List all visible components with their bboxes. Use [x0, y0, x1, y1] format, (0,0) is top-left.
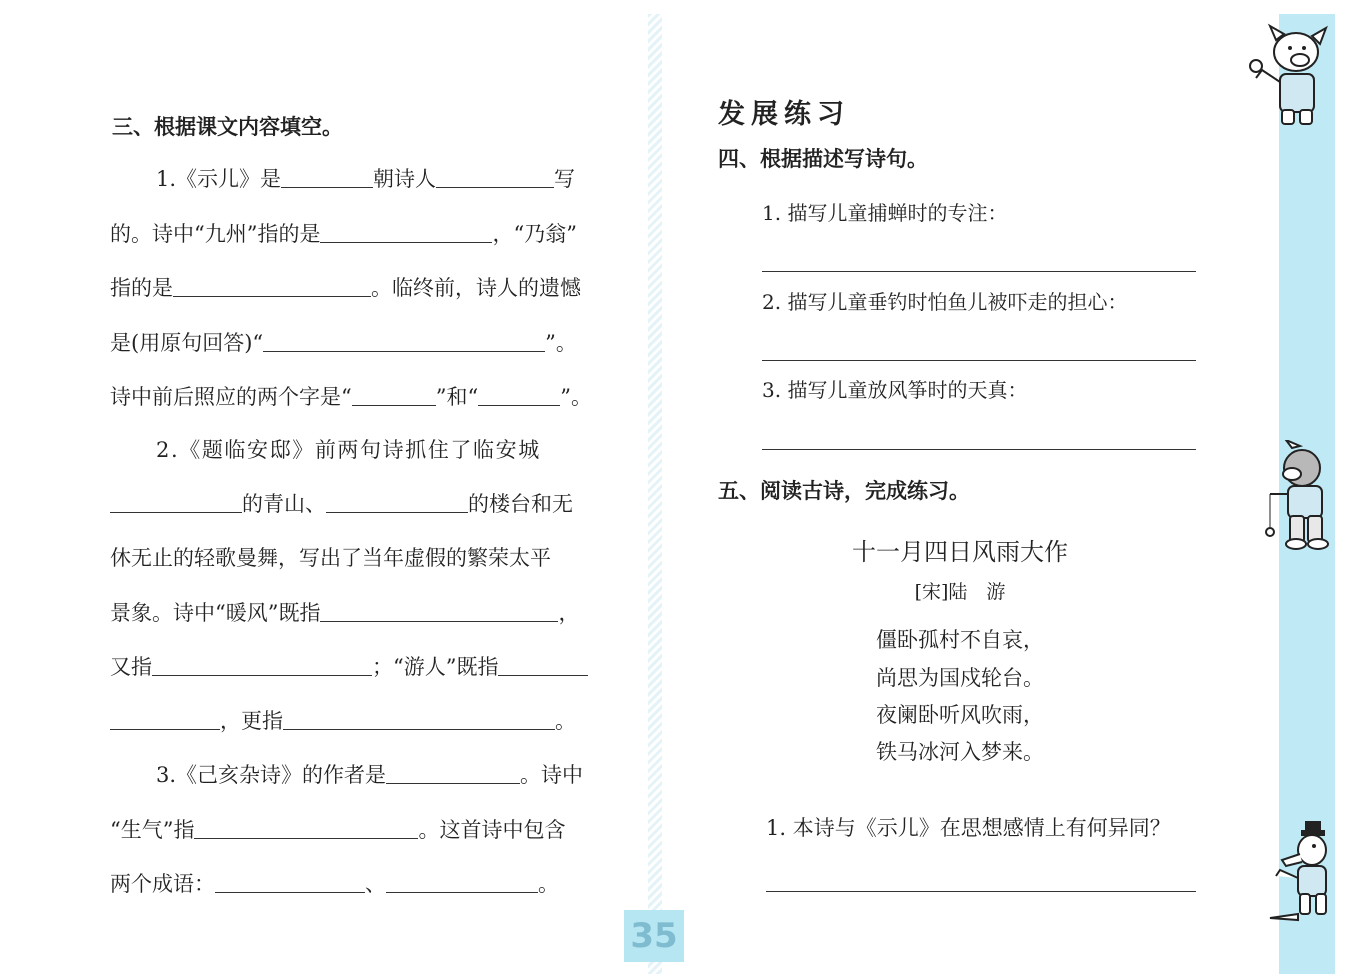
blank-towers[interactable] [326, 491, 468, 513]
blank-idiom-2[interactable] [386, 871, 538, 893]
section-4-heading: 四、根据描述写诗句。 [718, 147, 928, 171]
q3-line-3: 两个成语： 、 。 [110, 872, 559, 896]
poem-author: [宋]陆 游 [914, 581, 1006, 603]
q2-line-3: 休无止的轻歌曼舞，写出了当年虚假的繁荣太平 [110, 546, 551, 570]
q2-line-2: 的青山、 的楼台和无 [110, 489, 573, 519]
s4-item-3: 3. 描写儿童放风筝时的天真： [762, 378, 1028, 402]
blank-jiuzhou[interactable] [320, 221, 492, 243]
s5-answer-line-1[interactable] [766, 891, 1196, 892]
blank-word-2[interactable] [478, 384, 560, 406]
q2-line-4: 景象。诗中“暖风”既指 ， [110, 601, 580, 625]
book-spine [648, 14, 662, 974]
q1-line-5: 诗中前后照应的两个字是“ ”和“ ”。 [110, 385, 592, 409]
development-exercise-title: 发展练习 [718, 99, 850, 130]
s4-item-1: 1. 描写儿童捕蝉时的专注： [762, 201, 1008, 225]
blank-author[interactable] [386, 762, 520, 784]
poem-line-4: 铁马冰河入梦来。 [876, 740, 1044, 764]
blank-naiweng[interactable] [173, 275, 371, 297]
q1-line-3: 指的是 。临终前，诗人的遗憾 [110, 276, 581, 300]
blank-idiom-1[interactable] [215, 871, 365, 893]
blank-green-hills[interactable] [110, 491, 242, 513]
dog-mascot-icon [1262, 820, 1340, 924]
q2-line-5: 又指 ；“游人”既指 [110, 652, 588, 682]
pig-mascot-icon [1240, 18, 1336, 130]
q2-line-1: 2.《题临安邸》前两句诗抓住了临安城 [156, 438, 541, 462]
s4-answer-line-2[interactable] [762, 360, 1196, 361]
blank-youren-2[interactable] [283, 708, 555, 730]
blank-dynasty[interactable] [281, 166, 373, 188]
q1-line-2: 的。诗中“九州”指的是 ，“乃翁” [110, 222, 577, 246]
blank-regret[interactable] [263, 330, 545, 352]
blank-youren-1[interactable] [498, 654, 588, 676]
poem-title: 十一月四日风雨大作 [852, 538, 1068, 566]
q2-line-6: ，更指 。 [110, 706, 576, 736]
blank-shengqi[interactable] [194, 817, 418, 839]
section-3-heading: 三、根据课文内容填空。 [112, 115, 343, 139]
s4-item-2: 2. 描写儿童垂钓时怕鱼儿被吓走的担心： [762, 290, 1128, 314]
q3-line-2: “生气”指 。这首诗中包含 [110, 818, 566, 842]
blank-nuanfeng-2[interactable] [152, 654, 372, 676]
section-5-heading: 五、阅读古诗，完成练习。 [718, 479, 970, 503]
poem-line-1: 僵卧孤村不自哀， [876, 628, 1044, 652]
poem-line-2: 尚思为国戍轮台。 [876, 666, 1044, 690]
s5-question-1: 1. 本诗与《示儿》在思想感情上有何异同？ [766, 816, 1171, 840]
wolf-yoyo-mascot-icon [1256, 440, 1340, 552]
q1-line-1: 1.《示儿》是 朝诗人 写 [156, 167, 576, 191]
q1-line-4: 是(用原句回答)“ ”。 [110, 331, 577, 355]
blank-word-1[interactable] [352, 384, 436, 406]
blank-poet[interactable] [436, 166, 554, 188]
poem-line-3: 夜阑卧听风吹雨， [876, 703, 1044, 727]
blank-nuanfeng-1[interactable] [320, 600, 558, 622]
q3-line-1: 3.《己亥杂诗》的作者是 。诗中 [156, 763, 584, 787]
s4-answer-line-1[interactable] [762, 271, 1196, 272]
page-number: 35 [624, 910, 684, 962]
s4-answer-line-3[interactable] [762, 449, 1196, 450]
blank-youren-1-cont[interactable] [110, 708, 220, 730]
